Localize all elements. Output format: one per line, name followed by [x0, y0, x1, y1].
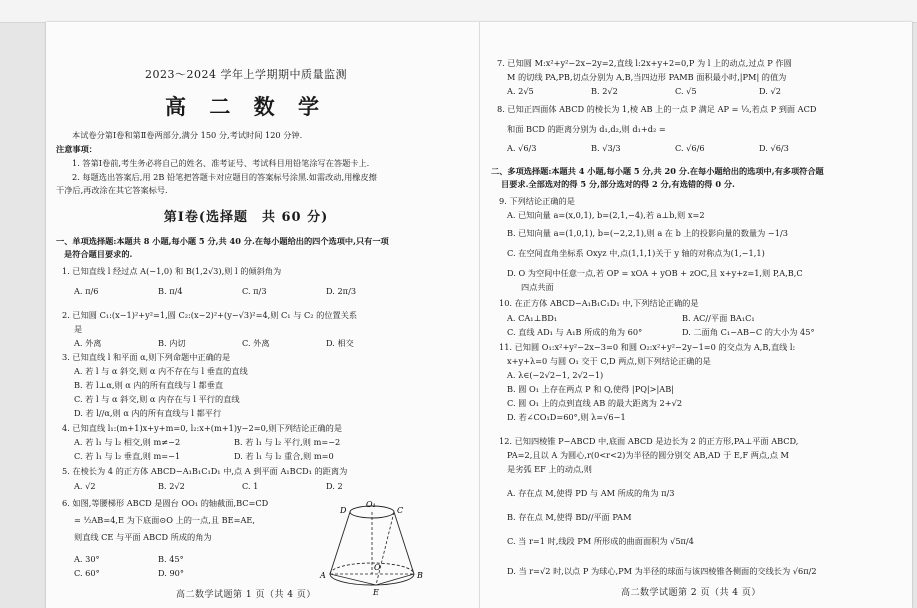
q8-stem-a: 8. 已知正四面体 ABCD 的棱长为 1,棱 AB 上的一点 P 满足 AP = ⅓,若点 P 到面 ACD — [497, 104, 817, 114]
q4-option-d: D. 若 l₁ 与 l₂ 重合,则 m=0 — [234, 451, 334, 461]
q8-options — [507, 143, 843, 154]
page-1-footer: 高二数学试题第 1 页（共 4 页） — [176, 590, 316, 600]
q9-option-a: A. 已知向量 a=(x,0,1), b=(2,1,−4),若 a⊥b,则 x=2 — [507, 210, 705, 220]
frustum-figure — [318, 500, 428, 600]
q5-options — [74, 481, 410, 492]
q7-stem-a: 7. 已知圆 M:x²+y²−2x−2y=2,直线 l:2x+y+2=0,P 为 l 上的动点,过点 P 作圆 — [497, 58, 792, 68]
viewer-toolbar — [0, 0, 917, 23]
label-a: A — [320, 571, 326, 580]
q5-option-b: B. 2√2 — [158, 481, 185, 491]
notice-2b: 干净后,再改涂在其它答案标号. — [56, 185, 168, 195]
q9-option-b: B. 已知向量 a=(1,0,1), b=(−2,2,1),则 a 在 b 上的投影向量的数量为 −1/3 — [507, 228, 788, 238]
label-c: C — [397, 506, 404, 515]
part1-heading-b: 是符合题目要求的. — [64, 249, 133, 259]
q6-stem-a: 6. 如图,等腰梯形 ABCD 是圆台 OO₁ 的轴截面,BC=CD — [62, 498, 269, 508]
q2-option-b: B. 内切 — [158, 338, 186, 348]
q2-stem-a: 2. 已知圆 C₁:(x−1)²+y²=1,圆 C₂:(x−2)²+(y−√3)²=4,则 C₁ 与 C₂ 的位置关系 — [62, 310, 358, 320]
q5-option-a: A. √2 — [74, 481, 96, 491]
q6-option-c: C. 60° — [74, 568, 100, 578]
q8-option-d: D. √6/3 — [759, 143, 789, 153]
main-title: 高 二 数 学 — [165, 94, 327, 119]
label-o1: O₁ — [366, 500, 376, 509]
q5-stem: 5. 在棱长为 4 的正方体 ABCD−A₁B₁C₁D₁ 中,点 A 到平面 A₁BCD₁ 的距离为 — [62, 466, 348, 476]
q10-option-a: A. CA₁⊥BD₁ — [507, 313, 558, 323]
label-o: O — [374, 563, 381, 572]
q9-option-d: D. O 为空间中任意一点,若 OP = xOA + yOB + zOC,且 x+y+z=1,则 P,A,B,C — [507, 268, 803, 278]
q9-stem: 9. 下列结论正确的是 — [499, 196, 575, 206]
q11-option-a: A. λ∈(−2√2−1, 2√2−1) — [507, 370, 604, 380]
frustum-base-front-arc — [330, 574, 414, 585]
q6-options-row2 — [74, 568, 242, 579]
q10-options-row2 — [507, 327, 842, 338]
part2-heading-a: 二、多项选择题:本题共 4 小题,每小题 5 分,共 20 分.在每小题给出的选项中,有多项符合题 — [491, 166, 824, 176]
q2-option-d: D. 相交 — [326, 338, 354, 348]
exam-sheet — [46, 22, 912, 608]
section-title: 第Ⅰ卷(选择题 共 60 分) — [163, 210, 329, 225]
q10-stem: 10. 在正方体 ABCD−A₁B₁C₁D₁ 中,下列结论正确的是 — [499, 298, 699, 308]
q11-stem-b: x+y+λ=0 与圆 O₁ 交于 C,D 两点,则下列结论正确的是 — [507, 356, 711, 366]
q3-option-c: C. 若 l 与 α 斜交,则 α 内存在与 l 平行的直线 — [74, 394, 240, 404]
q7-option-a: A. 2√5 — [507, 86, 534, 96]
q6-stem-c: 则直线 CE 与平面 ABCD 所成的角为 — [74, 532, 212, 542]
page-1 — [56, 22, 469, 608]
q9-option-c: C. 在空间直角坐标系 Oxyz 中,点(1,1,1)关于 y 轴的对称点为(1,−1,1) — [507, 248, 765, 258]
q12-stem-c: 是劣弧 EF 上的动点,则 — [507, 464, 592, 474]
q12-stem-b: PA=2,且以 A 为圆心,r(0<r<2)为半径的圆分别交 AB,AD 于 E,F 两点,点 M — [507, 450, 789, 460]
frustum-edge-left — [330, 512, 350, 574]
q7-option-b: B. 2√2 — [591, 86, 618, 96]
q11-option-b: B. 圆 O₁ 上存在两点 P 和 Q,使得 |PQ|>|AB| — [507, 384, 674, 394]
q7-options — [507, 86, 843, 97]
intro-text: 本试卷分第Ⅰ卷和第Ⅱ卷两部分,满分 150 分,考试时间 120 分钟. — [72, 130, 303, 140]
q11-option-c: C. 圆 O₁ 上的点到直线 AB 的最大距离为 2+√2 — [507, 398, 683, 408]
q10-option-b: B. AC//平面 BA₁C₁ — [682, 313, 755, 323]
q7-option-d: D. √2 — [759, 86, 781, 96]
notice-1: 1. 答第Ⅰ卷前,考生务必将自己的姓名、准考证号、考试科目用铅笔涂写在答题卡上. — [72, 158, 370, 168]
q12-option-a: A. 存在点 M,使得 PD 与 AM 所成的角为 π/3 — [507, 488, 675, 498]
page-divider — [479, 22, 480, 608]
q6-stem-b: = ½AB=4,E 为下底面⊙O 上的一点,且 BE=AE, — [74, 515, 255, 525]
q4-option-b: B. 若 l₁ 与 l₂ 平行,则 m=−2 — [234, 437, 341, 447]
q7-option-c: C. √5 — [675, 86, 697, 96]
q6-option-a: A. 30° — [74, 554, 100, 564]
q3-option-d: D. 若 l//α,则 α 内的所有直线与 l 都平行 — [74, 408, 222, 418]
part1-heading-a: 一、单项选择题:本题共 8 小题,每小题 5 分,共 40 分.在每小题给出的四个选项中,只有一项 — [56, 236, 389, 246]
page-2 — [491, 22, 906, 608]
q2-option-c: C. 外离 — [242, 338, 270, 348]
q6-options-row1 — [74, 554, 242, 565]
label-e: E — [373, 588, 379, 597]
segment-ae — [330, 574, 376, 585]
q3-option-a: A. 若 l 与 α 斜交,则 α 内不存在与 l 垂直的直线 — [74, 366, 248, 376]
q6-option-b: B. 45° — [158, 554, 184, 564]
q4-options-row2 — [74, 451, 394, 462]
year-title: 2023～2024 学年上学期期中质量监测 — [145, 68, 347, 81]
q12-stem-a: 12. 已知四棱锥 P−ABCD 中,底面 ABCD 是边长为 2 的正方形,PA⊥平面 ABCD, — [499, 436, 799, 446]
q1-option-a: A. π/6 — [74, 286, 99, 296]
q11-option-d: D. 若∠CO₁D=60°,则 λ=√6−1 — [507, 412, 626, 422]
q8-stem-b: 和面 BCD 的距离分别为 d₁,d₂,则 d₁+d₂ = — [507, 124, 666, 134]
q4-option-a: A. 若 l₁ 与 l₂ 相交,则 m≠−2 — [74, 437, 181, 447]
q2-option-a: A. 外离 — [74, 338, 102, 348]
q5-option-d: D. 2 — [326, 481, 343, 491]
q10-options-row1 — [507, 313, 842, 324]
q1-option-d: D. 2π/3 — [326, 286, 357, 296]
q2-stem-b: 是 — [74, 324, 83, 334]
q1-option-c: C. π/3 — [242, 286, 267, 296]
q5-option-c: C. 1 — [242, 481, 259, 491]
q10-option-c: C. 直线 AD₁ 与 A₁B 所成的角为 60° — [507, 327, 643, 337]
q2-options — [74, 338, 410, 349]
q3-stem: 3. 已知直线 l 和平面 α,则下列命题中正确的是 — [62, 352, 231, 362]
page-2-footer: 高二数学试题第 2 页（共 4 页） — [621, 588, 761, 598]
q12-option-d: D. 当 r=√2 时,以点 P 为球心,PM 为半径的球面与该四棱锥各侧面的交线长为 √6π/2 — [507, 566, 817, 576]
q12-option-c: C. 当 r=1 时,线段 PM 所形成的曲面面积为 √5π/4 — [507, 536, 694, 546]
q11-stem-a: 11. 已知圆 O₁:x²+y²−2x−3=0 和圆 O₂:x²+y²−2y−1=0 的交点为 A,B,直线 l: — [499, 342, 796, 352]
part2-heading-b: 目要求.全部选对的得 5 分,部分选对的得 2 分,有选错的得 0 分. — [501, 179, 735, 189]
q8-option-b: B. √3/3 — [591, 143, 621, 153]
label-b: B — [417, 571, 423, 580]
q1-option-b: B. π/4 — [158, 286, 183, 296]
notice-2a: 2. 每题选出答案后,用 2B 铅笔把答题卡对应题目的答案标号涂黑.如需改动,用橡皮擦 — [72, 172, 377, 182]
q4-option-c: C. 若 l₁ 与 l₂ 垂直,则 m=−1 — [74, 451, 181, 461]
q9-option-d-cont: 四点共面 — [521, 282, 554, 292]
q4-options-row1 — [74, 437, 394, 448]
q1-options — [74, 286, 410, 297]
notice-label: 注意事项： — [56, 144, 97, 154]
q10-option-d: D. 二面角 C₁−AB−C 的大小为 45° — [682, 327, 815, 337]
q12-option-b: B. 存在点 M,使得 BD//平面 PAM — [507, 512, 632, 522]
q7-stem-b: M 的切线 PA,PB,切点分别为 A,B,当四边形 PAMB 面积最小时,|PM| 的值为 — [507, 72, 787, 82]
label-d: D — [340, 506, 347, 515]
q8-option-c: C. √6/6 — [675, 143, 705, 153]
q6-option-d: D. 90° — [158, 568, 184, 578]
q4-stem: 4. 已知直线 l₁:(m+1)x+y+m=0, l₂:x+(m+1)y−2=0,则下列结论正确的是 — [62, 423, 343, 433]
q1-stem: 1. 已知直线 l 经过点 A(−1,0) 和 B(1,2√3),则 l 的倾斜角为 — [62, 266, 282, 276]
q8-option-a: A. √6/3 — [507, 143, 537, 153]
q3-option-b: B. 若 l⊥α,则 α 内的所有直线与 l 都垂直 — [74, 380, 224, 390]
frustum-edge-right — [394, 512, 414, 574]
